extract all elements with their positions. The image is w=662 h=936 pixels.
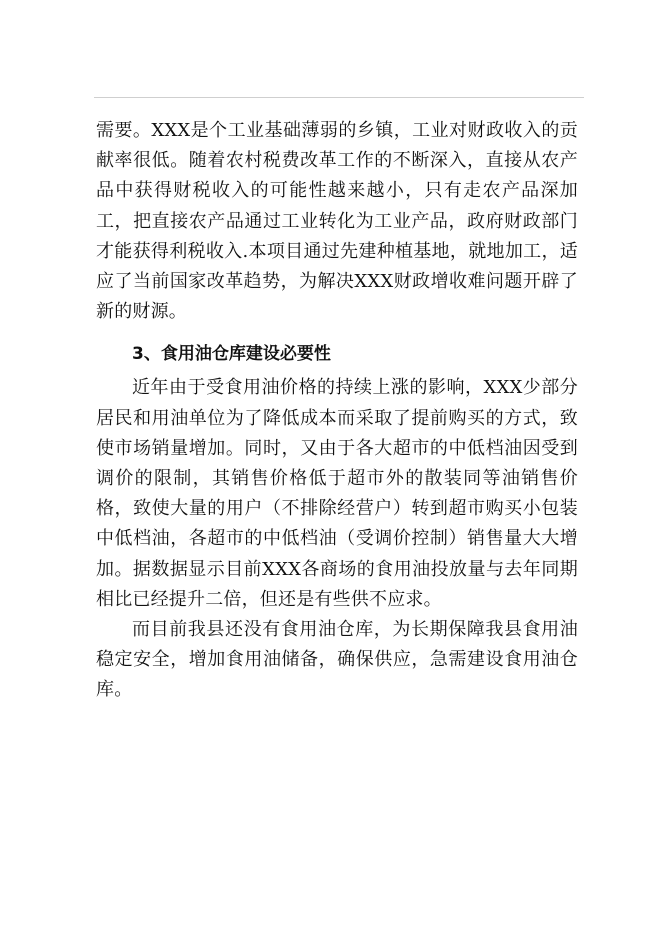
- paragraph-body-2: 而目前我县还没有食用油仓库，为长期保障我县食用油稳定安全，增加食用油储备，确保供应，急需建设食用油仓库。: [96, 619, 578, 701]
- section-heading: 3、食用油仓库建设必要性: [132, 344, 331, 365]
- document-body: [96, 116, 578, 706]
- paragraph-body-1: 近年由于受食用油价格的持续上涨的影响，XXX少部分居民和用油单位为了降低成本而采取了提前购买的方式，致使市场销量增加。同时，又由于各大超市的中低档油因受到调价的限制，其销售价格低于超市外的散装同等油销售价格，致使大量的用户（不排除经营户）转到超市购买小包装中低档油，各超市的中低档油（受调价控制）销售量大大增加。据数据显示目前XXX各商场的食用油投放量与去年同期相比已经提升二倍，但还是有些供不应求。: [96, 377, 578, 610]
- paragraph-continuation: 需要。XXX是个工业基础薄弱的乡镇，工业对财政收入的贡献率很低。随着农村税费改革工作的不断深入，直接从农产品中获得财税收入的可能性越来越小，只有走农产品深加工，把直接农产品通过工业转化为工业产品，政府财政部门才能获得利税收入.本项目通过先建种植基地，就地加工，适应了当前国家改革趋势，为解决XXX财政增收难问题开辟了新的财源。: [96, 120, 578, 323]
- header-rule: [94, 97, 584, 98]
